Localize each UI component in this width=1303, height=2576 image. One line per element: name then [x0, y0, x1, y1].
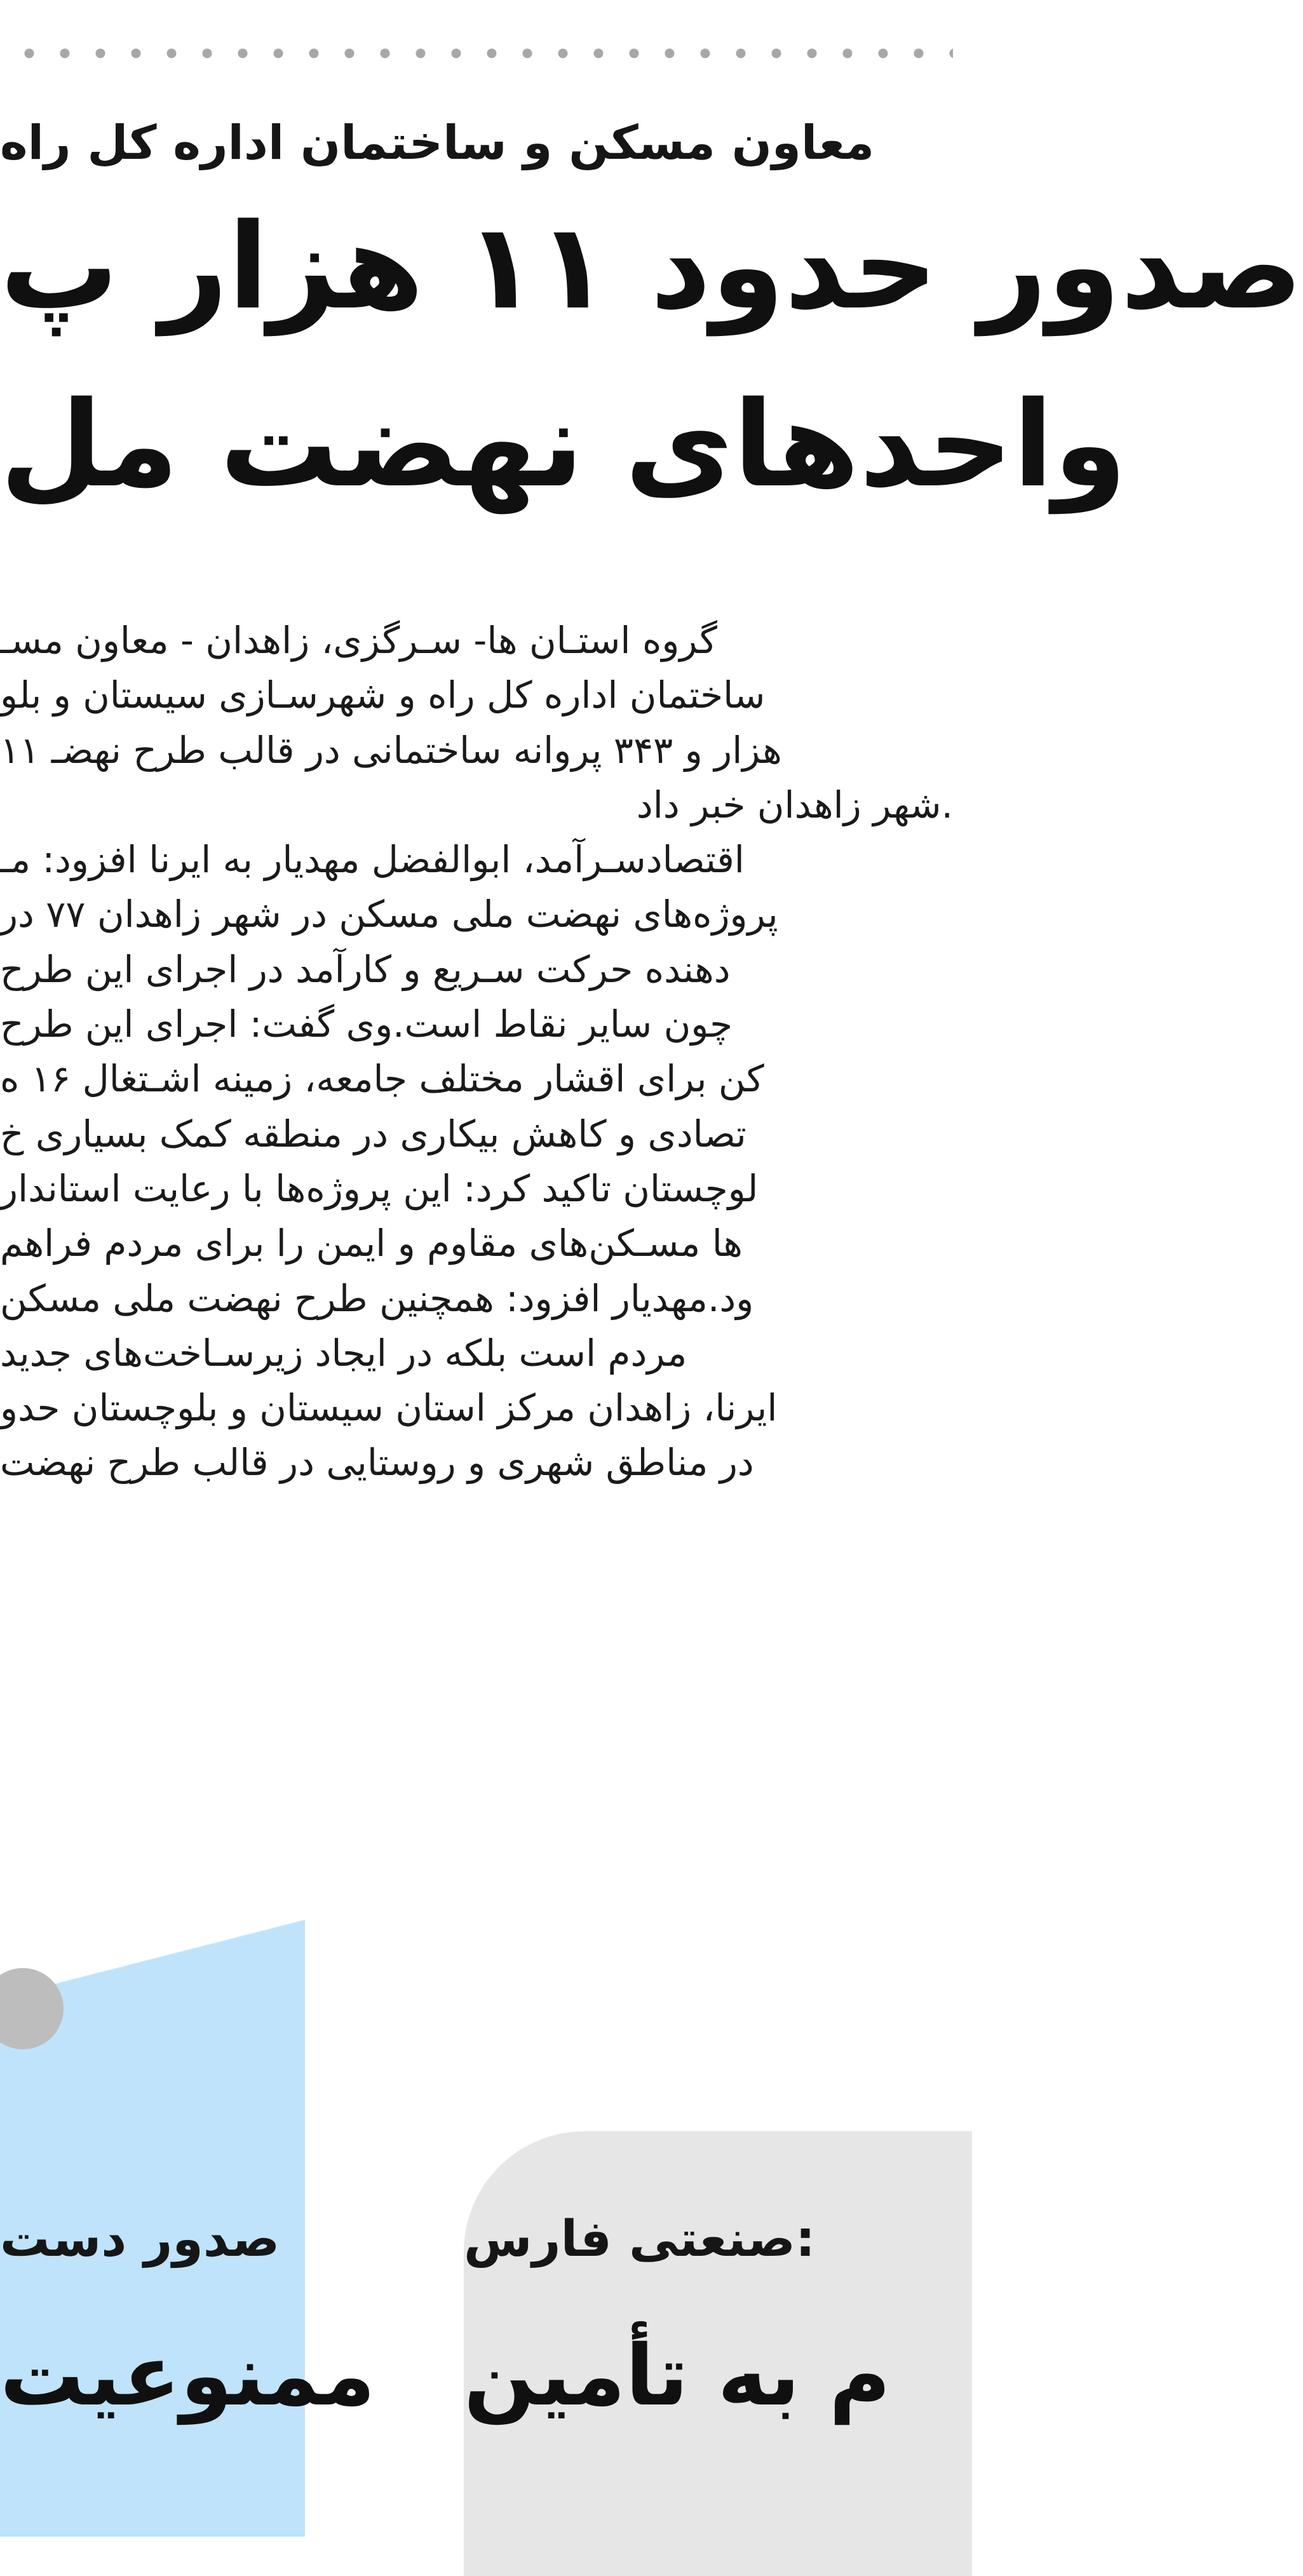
- related-left-headline: ممنوعیت: [0, 2327, 375, 2425]
- body-line: تصادی و کاهش بیکاری در منطقه کمک بسیاری خ: [0, 1112, 746, 1156]
- related-right-text: [464, 2198, 953, 2439]
- related-right-kicker: صنعتی فارس:: [464, 2211, 816, 2268]
- body-line: لوچستان تاکید کرد: این پروژه‌ها با رعایت استاندار: [0, 1166, 759, 1210]
- body-line: کن برای اقشار مختلف جامعه، زمینه اشـتغال ۱۶ ه: [0, 1057, 764, 1101]
- body-line: چون سایر نقاط است.وی گفت: اجرای این طرح: [0, 1002, 733, 1046]
- body-line: ها مسـکن‌های مقاوم و ایمن را برای مردم فراهم: [0, 1222, 743, 1265]
- headline-line-2: واحدهای نهضت مل: [0, 375, 1127, 513]
- headline-line-2-box: [0, 375, 1127, 513]
- body-line: پروژه‌های نهضت ملی مسکن در شهر زاهدان ۷۷ در: [0, 893, 778, 936]
- body-line: اقتصادسـرآمد، ابوالفضل مهدیار به ایرنا افزود: مـ: [0, 838, 745, 882]
- article-kicker-box: [0, 105, 953, 181]
- body-line: دهنده حرکت سـریع و کارآمد در اجرای این طرح: [0, 947, 731, 991]
- related-left-text: [0, 2198, 375, 2439]
- body-line: ود.مهدیار افزود: همچنین طرح نهضت ملی مسکن: [0, 1276, 754, 1320]
- body-line: ایرنا، زاهدان مرکز استان سیستان و بلوچستان حدو: [0, 1386, 778, 1430]
- body-line: مردم است بلکه در ایجاد زیرسـاخت‌های جدید: [0, 1331, 687, 1375]
- headline-line-1: صدور حدود ۱۱ هزار پ: [0, 198, 1303, 335]
- related-left-kicker: صدور دست: [0, 2211, 280, 2268]
- body-line: شهر زاهدان خبر داد.: [636, 783, 953, 826]
- body-line: ۱۱ هزار و ۳۴۳ پروانه ساختمانی در قالب طرح نهضـ: [0, 728, 782, 772]
- related-right-headline: م به تأمین: [464, 2327, 891, 2425]
- dotted-separator: [0, 46, 953, 61]
- body-line: در مناطق شهری و روستایی در قالب طرح نهضت: [0, 1441, 754, 1485]
- article-body: [0, 613, 953, 1490]
- headline-line-1-box: [0, 198, 1303, 335]
- body-line: ساختمان اداره کل راه و شهرسـازی سیستان و بلو: [0, 673, 766, 717]
- article-kicker: معاون مسکن و ساختمان اداره کل راه: [0, 116, 875, 170]
- body-line: گروه استـان ها- سـرگزی، زاهدان - معاون مسـ: [0, 619, 717, 662]
